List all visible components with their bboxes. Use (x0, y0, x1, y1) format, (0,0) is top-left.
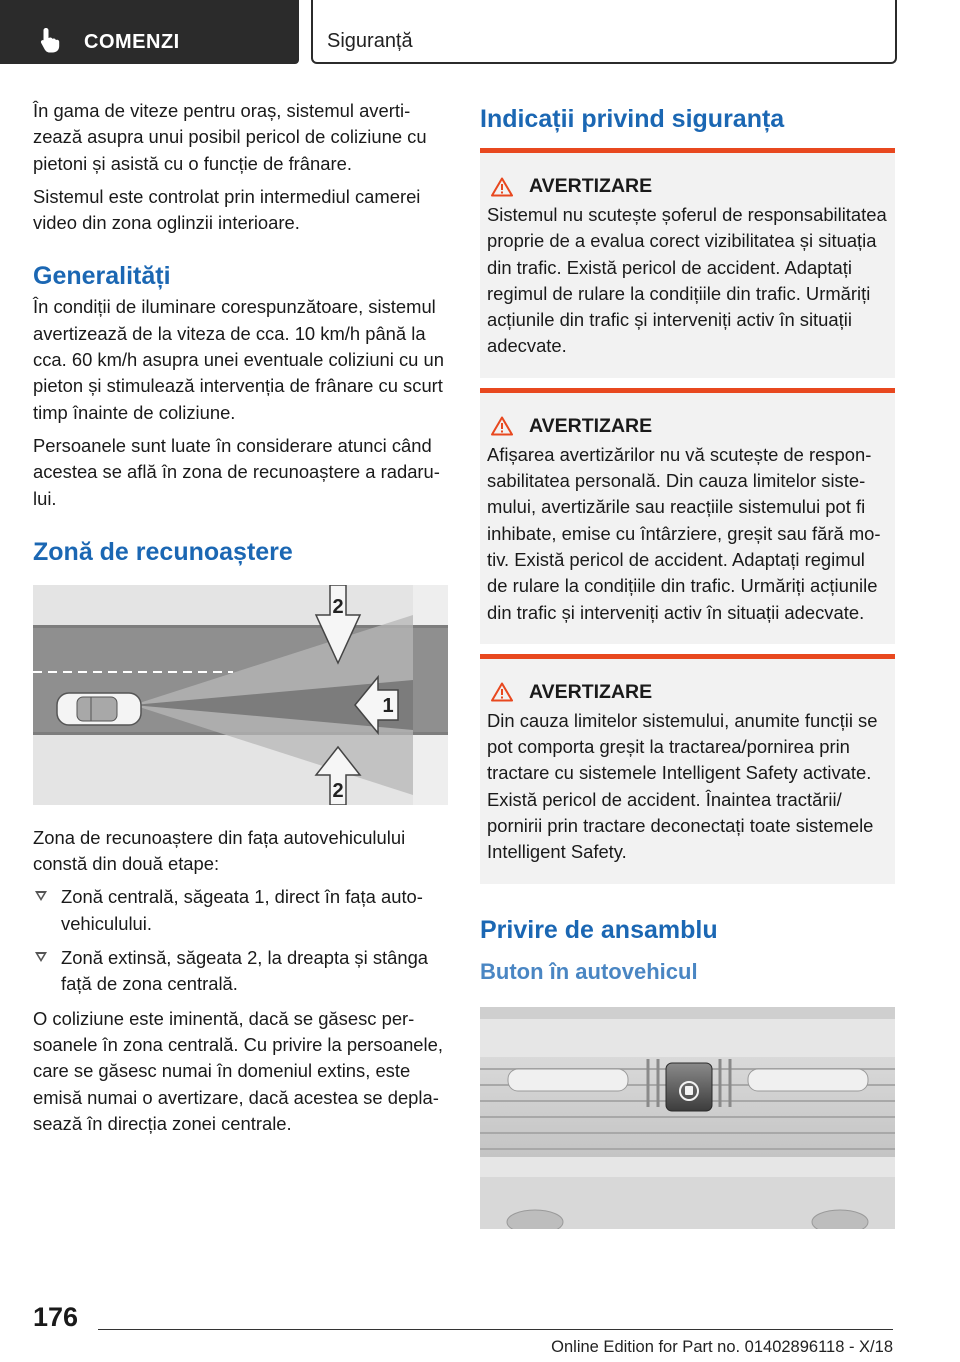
vehicle-button-figure (480, 1007, 895, 1229)
general-paragraph-1: În condiții de iluminare corespunzătoare, sistemul avertizează de la viteza de cca. 10 km/h până la cca. 60 km/h asupra unei eventuale coliziuni cu un pieton și stimulează intervenția de frânare cu scurt timp înainte de coliziune. (33, 296, 444, 423)
warning-box-1 (480, 148, 895, 378)
bullet-text: Zonă extinsă, săgeata 2, la dreapta și stânga față de zona centrală. (61, 947, 429, 995)
warning-title: AVERTIZARE (529, 414, 653, 437)
zone-paragraph-1: Zona de recunoaștere din fața autovehiculului constă din două etape: (33, 826, 406, 875)
zone-heading: Zonă de recunoaștere (33, 537, 293, 566)
section-title: Siguranță (327, 30, 413, 52)
general-paragraph-2: Persoanele sunt luate în considerare atunci când acestea se află în zona de recunoaștere a radarului. (33, 434, 440, 509)
list-item (33, 884, 448, 937)
warning-header (487, 175, 887, 198)
arrow-2-top-label: 2 (332, 595, 344, 618)
warning-header (487, 415, 887, 438)
section-title-box (311, 0, 897, 64)
button-subheading: Buton în autovehicul (480, 958, 698, 984)
warning-text: Sistemul nu scutește șoferul de responsabilitatea proprie de a evalua corect vizibilitatea și situația din trafic. Există pericol de accident. Adaptați regimul de rulare la condițiile din trafic. Urmăriți acțiunile din trafic și interveniți activ în situații adecvate. (487, 204, 887, 357)
warning-triangle-icon (491, 177, 513, 197)
page-number: 176 (33, 1302, 79, 1332)
arrow-1-center-label: 1 (382, 694, 394, 717)
chapter-tab[interactable] (0, 0, 299, 64)
warning-box-3 (480, 654, 895, 884)
hand-pointer-icon (40, 27, 62, 53)
triangle-bullet-icon (35, 891, 47, 901)
bullet-text: Zonă centrală, săgeata 1, direct în fața autovehiculului. (61, 886, 423, 934)
left-column (33, 98, 448, 1144)
car-icon (57, 693, 141, 725)
warning-text: Din cauza limitelor sistemului, anumite funcții se pot comporta greșit la tractarea/pornirea prin tractare cu sistemele Intelligent Safety activate. Există pericol de accident. Înaintea tractării/ pornirii prin tractare deconectați toate sistemele Intelligent Safety. (487, 709, 878, 863)
warning-box-2 (480, 388, 895, 644)
right-column (480, 98, 895, 1234)
overview-heading: Privire de ansamblu (480, 915, 718, 944)
warning-triangle-icon (491, 682, 513, 702)
list-item (33, 945, 448, 998)
triangle-bullet-icon (35, 952, 47, 962)
warning-title: AVERTIZARE (529, 175, 653, 197)
warning-header (487, 681, 887, 704)
zone-paragraph-2: O coliziune este iminentă, dacă se găsesc persoanele în zona centrală. Cu privire la persoanele, care se găsesc numai în domeniul extins, este emisă numai o avertizare, dacă acestea se deplasează în direcția zonei centrale. (33, 1007, 443, 1134)
general-heading: Generalități (33, 262, 171, 291)
warning-triangle-icon (491, 416, 513, 436)
footer-edition: Online Edition for Part no. 01402896118 - X/18 (551, 1338, 893, 1356)
footer-divider (98, 1329, 893, 1330)
warning-text: Afișarea avertizărilor nu vă scutește de responsabilitatea personală. Din cauza limitelor sistemului, avertizările sau reacțiile sistemului pot fi inhibate, emise cu întârziere, greșit sau fără motiv. Există pericol de accident. Adaptați regimul de rulare la condițiile din trafic. Urmăriți acțiunile din trafic și interveniți activ în situații adecvate. (487, 443, 881, 623)
vent-left (508, 1069, 628, 1091)
safety-heading: Indicații privind siguranța (480, 105, 785, 133)
intro-paragraph-1: În gama de viteze pentru oraș, sistemul avertizează asupra unui posibil pericol de coliziune cu pietoni și asistă cu o funcție de frânare. (33, 100, 427, 174)
arrow-2-bottom-label: 2 (332, 779, 344, 802)
warning-title: AVERTIZARE (529, 680, 653, 703)
vent-right (748, 1069, 868, 1091)
chapter-tab-label: COMENZI (84, 31, 180, 53)
intro-paragraph-2: Sistemul este controlat prin intermediul camerei video din zona oglinzii interioare. (33, 185, 421, 234)
recognition-zone-figure (33, 585, 448, 805)
